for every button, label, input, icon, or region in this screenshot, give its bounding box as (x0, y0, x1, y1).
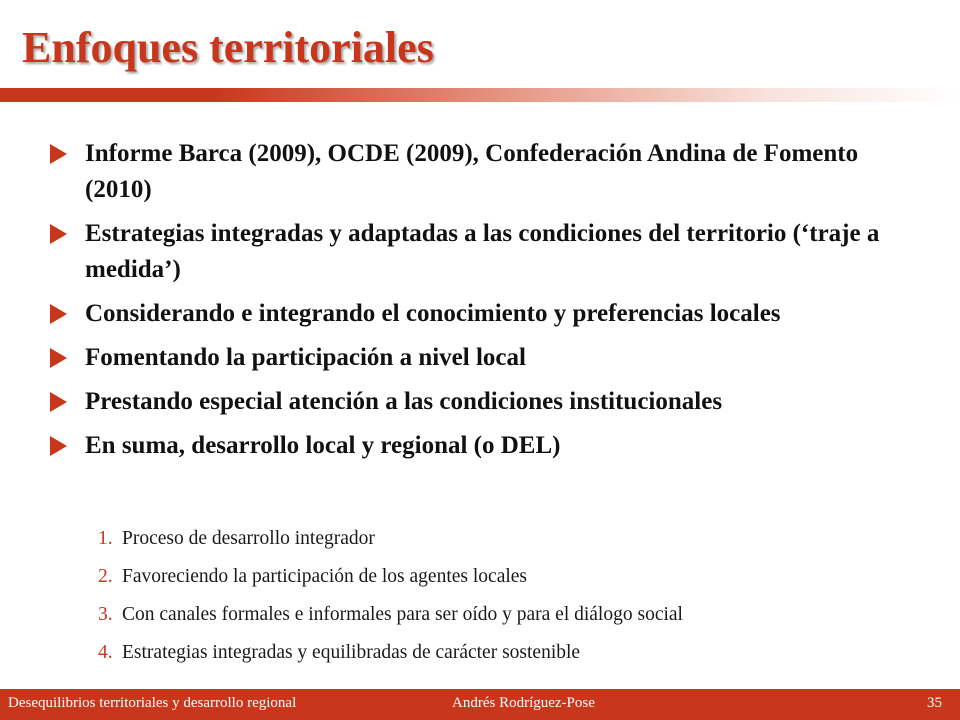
footer-author: Andrés Rodríguez-Pose (452, 695, 595, 711)
bullet-item (50, 216, 930, 288)
triangle-bullet-icon (50, 304, 67, 324)
bullet-item (50, 136, 930, 208)
bullet-text: Estrategias integradas y adaptadas a las condiciones del territorio (‘traje a medida’) (85, 220, 880, 283)
bullet-text: Fomentando la participación a nivel local (85, 344, 526, 371)
triangle-bullet-icon (50, 144, 67, 164)
numbered-sublist (98, 526, 928, 678)
item-number: 3. (98, 604, 113, 625)
triangle-bullet-icon (50, 348, 67, 368)
bullet-item (50, 340, 930, 376)
title-gradient-rule (0, 88, 960, 102)
bullet-item (50, 384, 930, 420)
item-text: Favoreciendo la participación de los agentes locales (122, 566, 528, 587)
item-number: 4. (98, 642, 113, 663)
slide-title: Enfoques territoriales (22, 23, 434, 72)
triangle-bullet-icon (50, 224, 67, 244)
numbered-item (98, 564, 928, 590)
numbered-item (98, 602, 928, 628)
item-text: Proceso de desarrollo integrador (122, 528, 375, 549)
bullet-item (50, 296, 930, 332)
item-number: 2. (98, 566, 113, 587)
numbered-item (98, 640, 928, 666)
item-text: Estrategias integradas y equilibradas de carácter sostenible (122, 642, 581, 663)
bullet-text: En suma, desarrollo local y regional (o DEL) (85, 432, 561, 459)
item-number: 1. (98, 528, 113, 549)
item-text: Con canales formales e informales para ser oído y para el diálogo social (122, 604, 683, 625)
bullet-text: Considerando e integrando el conocimiento y preferencias locales (85, 300, 781, 327)
bullet-text: Prestando especial atención a las condiciones institucionales (85, 388, 723, 415)
footer-course: Desequilibrios territoriales y desarrollo regional (8, 695, 297, 711)
page-number: 35 (927, 695, 942, 711)
numbered-item (98, 526, 928, 552)
bullet-item (50, 428, 930, 464)
triangle-bullet-icon (50, 392, 67, 412)
bullet-list (50, 136, 930, 472)
triangle-bullet-icon (50, 436, 67, 456)
bullet-text: Informe Barca (2009), OCDE (2009), Confederación Andina de Fomento (2010) (85, 140, 859, 203)
footer-bar (0, 689, 960, 720)
